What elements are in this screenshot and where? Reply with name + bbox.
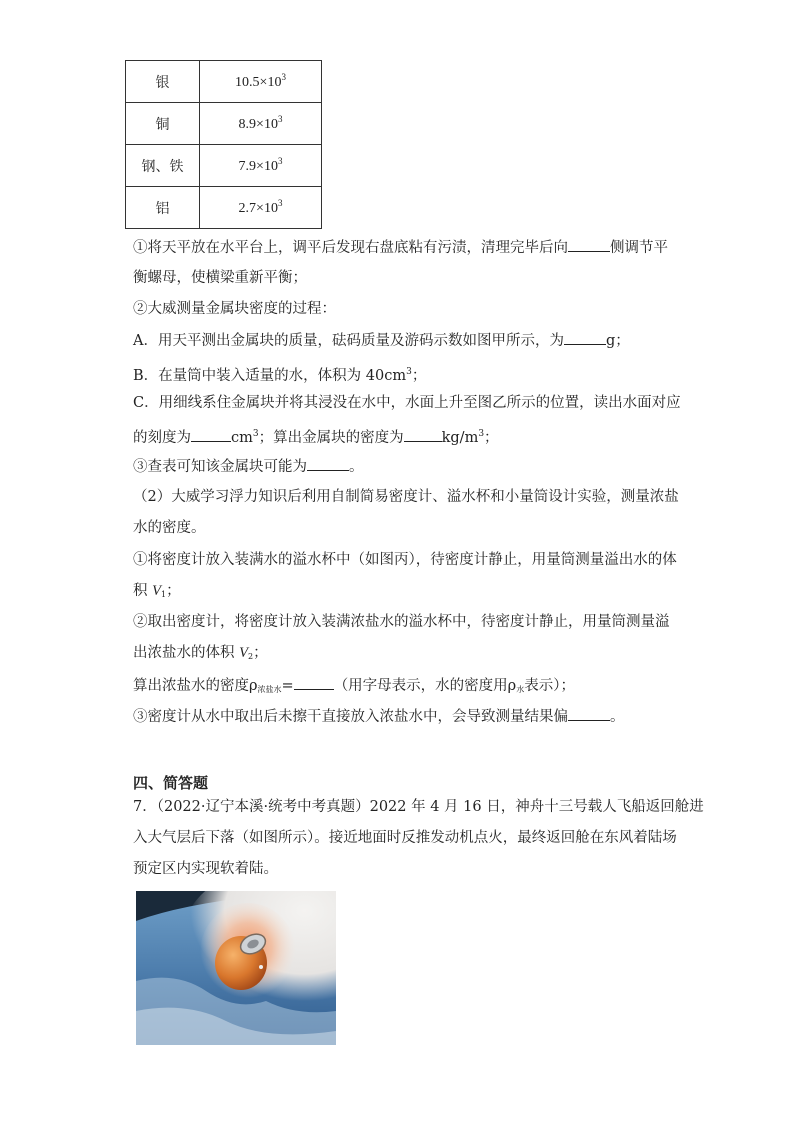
q1-step2-line: ②大威测量金属块密度的过程：: [133, 301, 336, 317]
q1-step3-line: ③查表可知该金属块可能为 。: [133, 456, 364, 477]
section-heading: 四、简答题: [133, 774, 209, 792]
density-cell: $2.7\times 10^3$: [200, 187, 322, 229]
q1-stepA-line: A．用天平测出金属块的质量，砝码质量及游码示数如图甲所示，为 g；: [133, 330, 630, 351]
reentry-capsule-image: [136, 891, 336, 1045]
metal-cell: 银: [126, 61, 200, 103]
q1-stepC-line2: 的刻度为 $cm^3$；算出金属块的密度为 $kg/m^3$；: [133, 429, 499, 446]
answer-blank: [191, 427, 231, 442]
density-cell: $8.9\times 10^3$: [200, 103, 322, 145]
answer-blank: [294, 675, 334, 690]
density-cell: $7.9\times 10^3$: [200, 145, 322, 187]
metal-cell: 钢、铁: [126, 145, 200, 187]
table-row: [126, 103, 322, 145]
answer-blank: [564, 330, 606, 345]
table-row: [126, 187, 322, 229]
q2-s1-line1: ①将密度计放入装满水的溢水杯中（如图丙），待密度计静止，用量筒测量溢出水的体: [133, 552, 677, 568]
q7-line3: 预定区内实现软着陆。: [133, 861, 278, 877]
q1-stepC-line1: C．用细线系住金属块并将其浸没在水中，水面上升至图乙所示的位置，读出水面对应: [133, 395, 681, 411]
q2-intro-line1: （2）大威学习浮力知识后利用自制简易密度计、溢水杯和小量筒设计实验，测量浓盐: [133, 489, 679, 505]
metal-cell: 铝: [126, 187, 200, 229]
density-table: [125, 60, 322, 229]
q7-line2: 入大气层后下落（如图所示）。接近地面时反推发动机点火，最终返回舱在东风着陆场: [133, 830, 677, 846]
q2-intro-line2: 水的密度。: [133, 520, 206, 536]
q7-line1: 7．（2022·辽宁本溪·统考中考真题）2022 年 4 月 16 日，神舟十三号载人飞船返回舱进: [133, 799, 704, 815]
q2-s2-line1: ②取出密度计，将密度计放入装满浓盐水的溢水杯中，待密度计静止，用量筒测量溢: [133, 614, 670, 630]
q1-step1-line2: 衡螺母，使横梁重新平衡；: [133, 270, 307, 286]
q2-s1-line2: 积 $V_1$；: [133, 583, 181, 599]
answer-blank: [568, 237, 610, 252]
metal-cell: 铜: [126, 103, 200, 145]
q1-step1-line1: ①将天平放在水平台上，调平后发现右盘底粘有污渍，清理完毕后向 侧调节平: [133, 237, 668, 258]
density-cell: $10.5\times 10^3$: [200, 61, 322, 103]
capsule-photo-icon: [136, 891, 336, 1045]
q2-s2-line2: 出浓盐水的体积 $V_2$；: [133, 645, 268, 661]
table-row: [126, 145, 322, 187]
table-row: [126, 61, 322, 103]
answer-blank: [404, 427, 442, 442]
answer-blank: [568, 706, 610, 721]
q1-stepB-line: B．在量筒中装入适量的水，体积为 $40cm^3$；: [133, 367, 427, 384]
answer-blank: [307, 456, 349, 471]
q2-calc-line: 算出浓盐水的密度$\rho_{浓盐水}=$ （用字母表示，水的密度用$\rho_水$表示）；: [133, 675, 575, 700]
q2-s3-line: ③密度计从水中取出后未擦干直接放入浓盐水中，会导致测量结果偏 。: [133, 706, 625, 727]
